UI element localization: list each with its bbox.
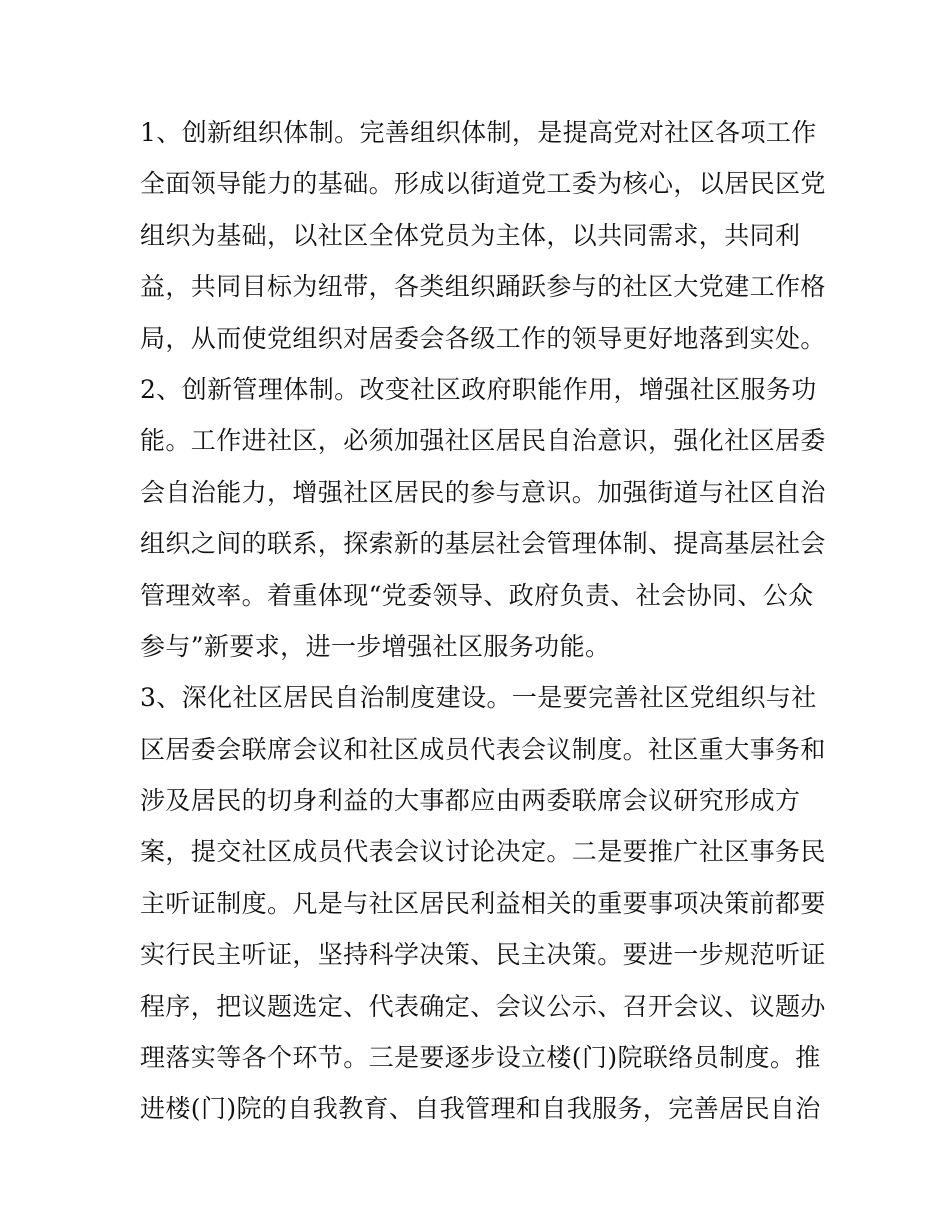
text-line: 进楼(门)院的自我教育、自我管理和自我服务，完善居民自治 [140, 1094, 821, 1124]
text-line: 2、创新管理体制。改变社区政府职能作用，增强社区服务功 [140, 374, 817, 404]
text-line: 全面领导能力的基础。形成以街道党工委为核心，以居民区党 [140, 169, 826, 199]
text-line: 局，从而使党组织对居委会各级工作的领导更好地落到实处。 [140, 323, 826, 353]
text-line: 会自治能力，增强社区居民的参与意识。加强街道与社区自治 [140, 477, 826, 507]
text-line: 管理效率。着重体现“党委领导、政府负责、社会协同、公众 [140, 580, 814, 610]
text-line: 能。工作进社区，必须加强社区居民自治意识，强化社区居委 [140, 426, 826, 456]
body-text [140, 107, 826, 1135]
text-line: 参与”新要求，进一步增强社区服务功能。 [140, 631, 611, 661]
text-line: 程序，把议题选定、代表确定、会议公示、召开会议、议题办 [140, 991, 826, 1021]
text-line: 1、创新组织体制。完善组织体制，是提高党对社区各项工作 [140, 118, 817, 147]
text-line: 组织之间的联系，探索新的基层社会管理体制、提高基层社会 [140, 529, 826, 559]
text-line: 3、深化社区居民自治制度建设。一是要完善社区党组织与社 [140, 683, 817, 713]
text-line: 涉及居民的切身利益的大事都应由两委联席会议研究形成方 [140, 786, 801, 816]
text-line: 区居委会联席会议和社区成员代表会议制度。社区重大事务和 [140, 734, 826, 764]
text-line: 益，共同目标为纽带，各类组织踊跃参与的社区大党建工作格 [140, 272, 826, 302]
text-line: 组织为基础，以社区全体党员为主体，以共同需求，共同利 [140, 220, 801, 250]
text-line: 案，提交社区成员代表会议讨论决定。二是要推广社区事务民 [140, 837, 826, 867]
text-line: 实行民主听证，坚持科学决策、民主决策。要进一步规范听证 [140, 940, 826, 970]
text-line: 理落实等各个环节。三是要逐步设立楼(门)院联络员制度。推 [140, 1043, 821, 1073]
text-line: 主听证制度。凡是与社区居民利益相关的重要事项决策前都要 [140, 888, 826, 918]
